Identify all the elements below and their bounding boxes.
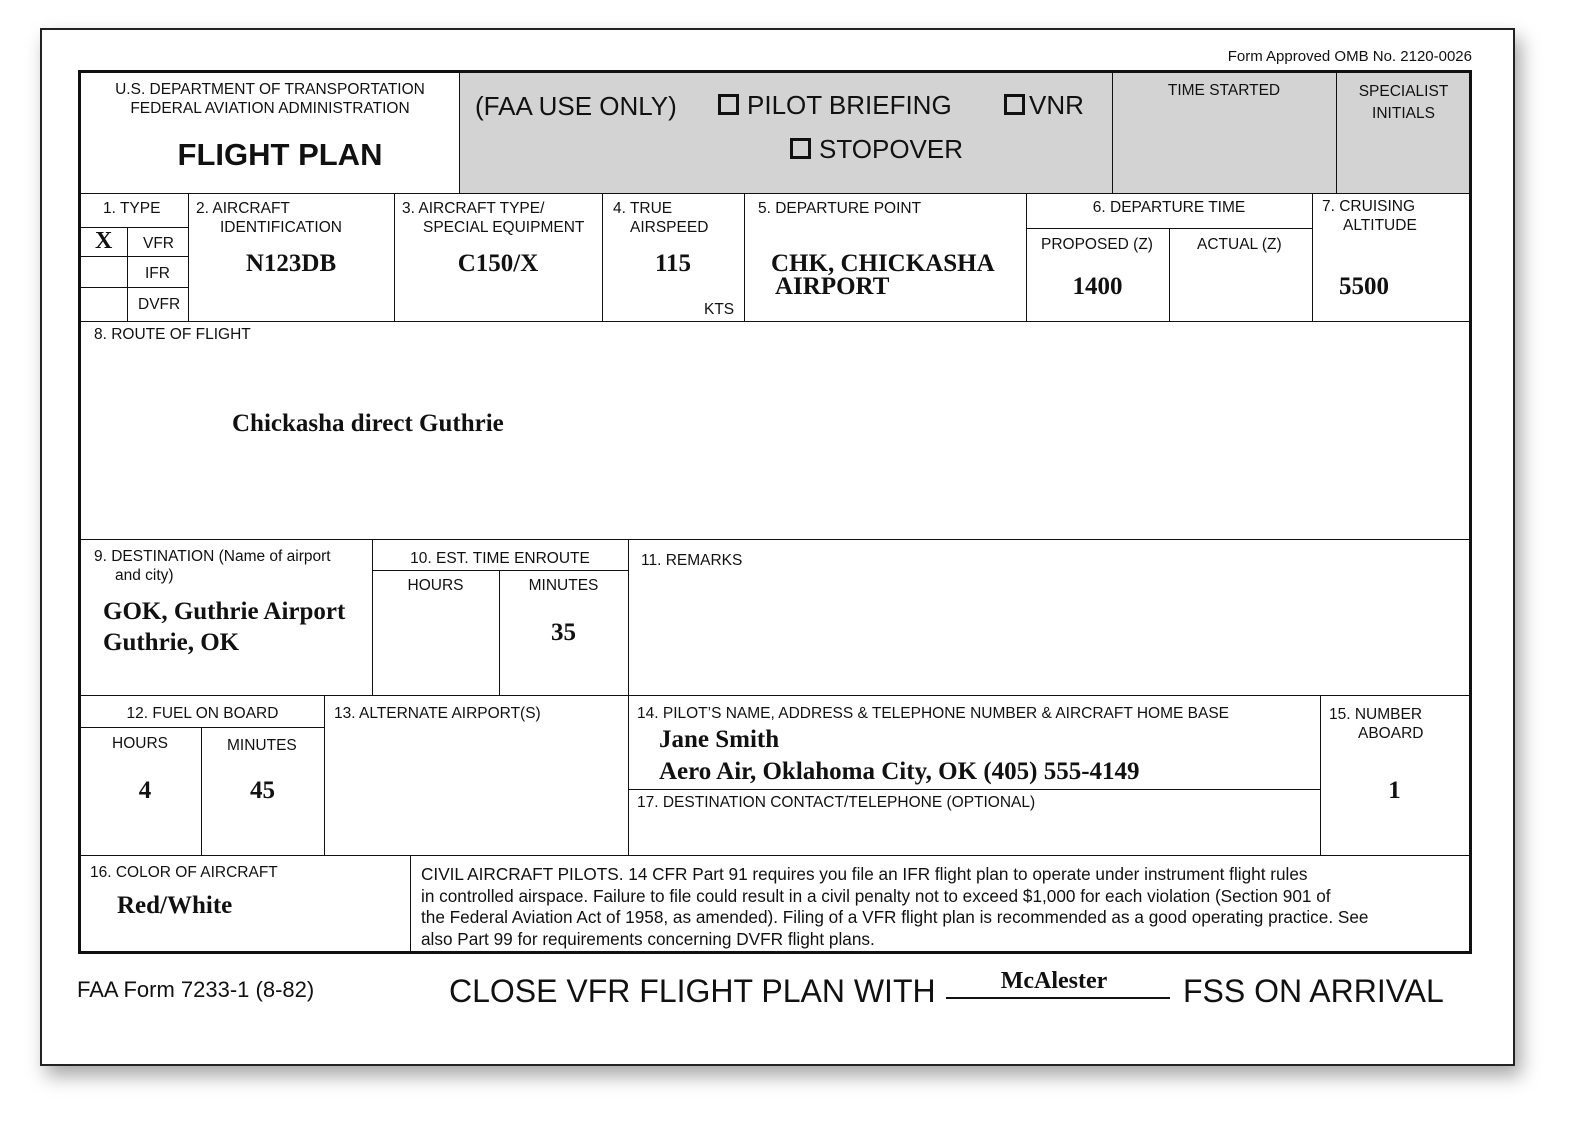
cruising-label: 7. CRUISING bbox=[1322, 198, 1416, 215]
civil-notice-line3: the Federal Aviation Act of 1958, as amended). Filing of a VFR flight plan is recommended as a good operating practice. See bbox=[421, 907, 1369, 927]
pilot-label: 14. PILOT’S NAME, ADDRESS & TELEPHONE NUMBER & AIRCRAFT HOME BASE bbox=[637, 705, 1230, 722]
faa-use-block bbox=[459, 73, 1112, 193]
civil-notice-line1: CIVIL AIRCRAFT PILOTS. 14 CFR Part 91 requires you file an IFR flight plan to operate under instrument flight rules bbox=[421, 864, 1308, 884]
form-number: FAA Form 7233-1 (8-82) bbox=[77, 977, 315, 1002]
faa-use-only-label: (FAA USE ONLY) bbox=[475, 91, 677, 121]
type-label: 1. TYPE bbox=[103, 200, 161, 217]
time-started-label: TIME STARTED bbox=[1167, 82, 1281, 99]
alternate-field[interactable] bbox=[326, 728, 626, 853]
fuel-label: 12. FUEL ON BOARD bbox=[126, 705, 279, 722]
stopover-checkbox[interactable] bbox=[790, 138, 811, 159]
initials-label: INITIALS bbox=[1372, 105, 1435, 122]
airspeed-label: 4. TRUE bbox=[613, 200, 673, 217]
airspeed-label-2: AIRSPEED bbox=[630, 219, 709, 236]
aircraft-id-value[interactable]: N123DB bbox=[245, 250, 337, 277]
form-title: FLIGHT PLAN bbox=[177, 137, 383, 172]
proposed-time-value[interactable]: 1400 bbox=[1072, 273, 1123, 300]
dvfr-label: DVFR bbox=[138, 296, 181, 313]
civil-notice-line2: in controlled airspace. Failure to file could result in a civil penalty not to exceed $1,000 for each violation (Section 901 of bbox=[421, 886, 1331, 906]
destination-label-2: and city) bbox=[115, 567, 174, 584]
fss-name-value[interactable]: McAlester bbox=[1000, 968, 1108, 994]
stopover-option[interactable] bbox=[790, 134, 963, 164]
vnr-label: VNR bbox=[1029, 90, 1084, 120]
ete-minutes-label: MINUTES bbox=[528, 577, 599, 594]
vnr-option[interactable] bbox=[1004, 90, 1084, 120]
remarks-field[interactable] bbox=[630, 573, 1468, 693]
aircraft-type-value[interactable]: C150/X bbox=[457, 250, 539, 277]
color-value[interactable]: Red/White bbox=[117, 892, 233, 919]
departure-time-label: 6. DEPARTURE TIME bbox=[1092, 199, 1246, 216]
proposed-time-label: PROPOSED (Z) bbox=[1041, 236, 1153, 253]
airspeed-value[interactable]: 115 bbox=[654, 250, 692, 277]
department-name: U.S. DEPARTMENT OF TRANSPORTATION bbox=[115, 81, 425, 98]
alternate-label: 13. ALTERNATE AIRPORT(S) bbox=[334, 705, 541, 722]
ifr-label: IFR bbox=[145, 265, 170, 282]
departure-point-label: 5. DEPARTURE POINT bbox=[758, 200, 922, 217]
departure-point-line1[interactable]: CHK, CHICKASHA bbox=[771, 250, 995, 277]
aboard-label-2: ABOARD bbox=[1358, 725, 1424, 742]
vfr-label: VFR bbox=[143, 235, 174, 252]
stopover-label: STOPOVER bbox=[819, 134, 964, 164]
time-started-block bbox=[1112, 73, 1336, 193]
cruising-label-2: ALTITUDE bbox=[1343, 217, 1417, 234]
specialist-initials-block bbox=[1336, 73, 1469, 193]
contact-label: 17. DESTINATION CONTACT/TELEPHONE (OPTIONAL) bbox=[637, 794, 1036, 811]
pilot-name-value[interactable]: Jane Smith bbox=[659, 726, 780, 753]
fuel-minutes-label: MINUTES bbox=[227, 737, 297, 754]
airspeed-unit: KTS bbox=[704, 301, 735, 318]
remarks-label: 11. REMARKS bbox=[641, 552, 743, 569]
route-label: 8. ROUTE OF FLIGHT bbox=[94, 326, 251, 343]
actual-time-field[interactable] bbox=[1171, 230, 1311, 320]
departure-point-line2[interactable]: AIRPORT bbox=[775, 273, 890, 300]
aircraft-id-label-2: IDENTIFICATION bbox=[220, 219, 342, 236]
header-title-block bbox=[81, 73, 459, 193]
close-plan-text: CLOSE VFR FLIGHT PLAN WITH bbox=[449, 973, 936, 1009]
vnr-checkbox[interactable] bbox=[1004, 94, 1025, 115]
fuel-minutes-value[interactable]: 45 bbox=[250, 777, 275, 804]
ete-hours-label: HOURS bbox=[407, 577, 464, 594]
pilot-briefing-label: PILOT BRIEFING bbox=[747, 90, 952, 120]
fuel-hours-label: HOURS bbox=[112, 735, 168, 752]
color-label: 16. COLOR OF AIRCRAFT bbox=[90, 864, 278, 881]
fuel-hours-value[interactable]: 4 bbox=[138, 777, 152, 804]
route-value[interactable]: Chickasha direct Guthrie bbox=[232, 410, 504, 437]
aircraft-type-label-2: SPECIAL EQUIPMENT bbox=[423, 219, 585, 236]
civil-notice-line4: also Part 99 for requirements concerning DVFR flight plans. bbox=[421, 929, 875, 949]
destination-line2[interactable]: Guthrie, OK bbox=[103, 629, 240, 656]
fss-on-arrival-text: FSS ON ARRIVAL bbox=[1183, 973, 1444, 1009]
pilot-briefing-checkbox[interactable] bbox=[718, 94, 739, 115]
specialist-label: SPECIALIST bbox=[1358, 83, 1449, 100]
vfr-check-mark[interactable]: X bbox=[95, 228, 113, 254]
ete-label: 10. EST. TIME ENROUTE bbox=[410, 550, 590, 567]
aboard-label: 15. NUMBER bbox=[1329, 706, 1423, 723]
aboard-value[interactable]: 1 bbox=[1388, 777, 1401, 804]
ete-minutes-value[interactable]: 35 bbox=[551, 619, 576, 646]
contact-field[interactable] bbox=[630, 813, 1318, 853]
omb-number: Form Approved OMB No. 2120-0026 bbox=[1227, 48, 1472, 65]
flight-plan-form bbox=[78, 70, 1472, 954]
aircraft-id-label: 2. AIRCRAFT bbox=[196, 200, 290, 217]
pilot-briefing-option[interactable] bbox=[718, 90, 952, 120]
aircraft-type-label: 3. AIRCRAFT TYPE/ bbox=[402, 200, 545, 217]
agency-name: FEDERAL AVIATION ADMINISTRATION bbox=[130, 100, 410, 117]
actual-time-label: ACTUAL (Z) bbox=[1197, 236, 1282, 253]
cruising-altitude-value[interactable]: 5500 bbox=[1339, 273, 1389, 300]
pilot-address-value[interactable]: Aero Air, Oklahoma City, OK (405) 555-4149 bbox=[659, 758, 1140, 785]
destination-line1[interactable]: GOK, Guthrie Airport bbox=[103, 598, 346, 625]
destination-label: 9. DESTINATION (Name of airport bbox=[94, 548, 331, 565]
